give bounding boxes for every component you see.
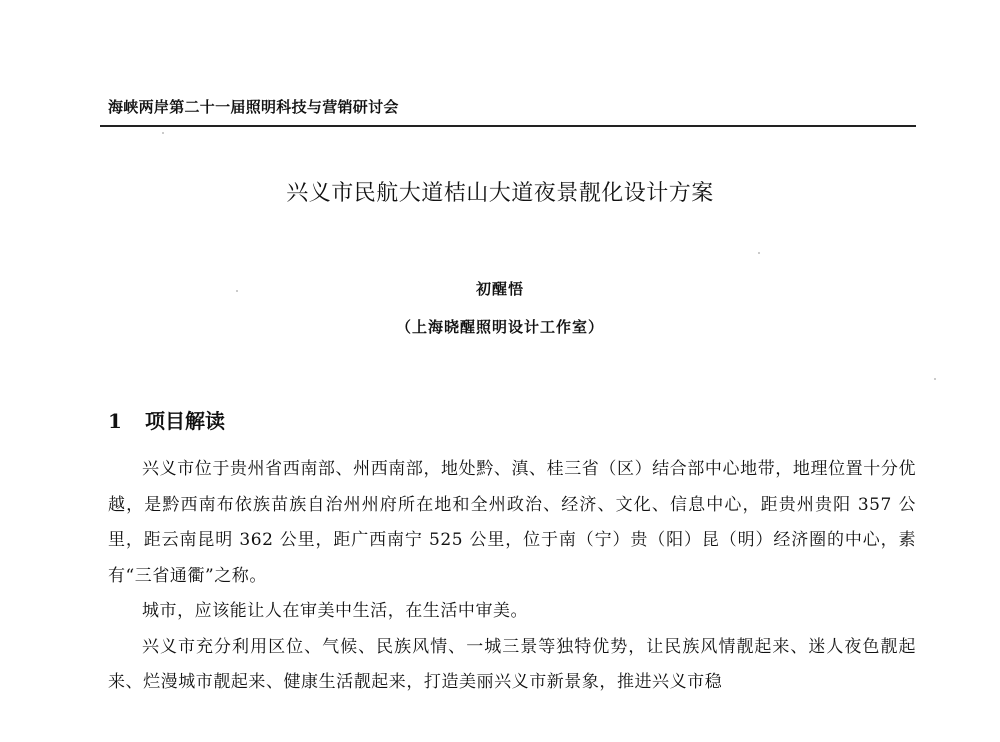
- paragraph-aesthetic: 城市，应该能让人在审美中生活，在生活中审美。: [142, 601, 529, 621]
- paper-title: 兴义市民航大道桔山大道夜景靓化设计方案: [286, 181, 714, 206]
- section-title: 项目解读: [144, 409, 225, 433]
- scan-speck: [162, 132, 164, 134]
- scan-speck: [934, 378, 936, 380]
- section-heading: [108, 405, 225, 434]
- paragraph-advantages: 兴义市充分利用区位、气候、民族风情、一城三景等独特优势，让民族风情靓起来、迷人夜色靓起来、烂漫城市靓起来、健康生活靓起来，打造美丽兴义市新景象，推进兴义市稳: [108, 636, 916, 692]
- author-name: 初醒悟: [475, 280, 524, 298]
- scan-speck: [758, 252, 760, 254]
- body-text: [108, 452, 916, 701]
- author-affiliation: （上海晓醒照明设计工作室）: [395, 318, 604, 336]
- paragraph-location: 兴义市位于贵州省西南部、州西南部，地处黔、滇、桂三省（区）结合部中心地带，地理位置十分优越，是黔西南布依族苗族自治州州府所在地和全州政治、经济、文化、信息中心，距贵州贵阳 357 公里，距云南昆明 362 公里，距广西南宁 525 公里，位于南（宁）贵（阳）昆（明）经济圈的中心，素有“三省通衢”之称。: [108, 459, 916, 586]
- header-rule: [100, 125, 916, 127]
- scan-speck: [236, 290, 238, 292]
- section-number: 1: [108, 409, 122, 433]
- running-header: 海峡两岸第二十一届照明科技与营销研讨会: [108, 98, 399, 116]
